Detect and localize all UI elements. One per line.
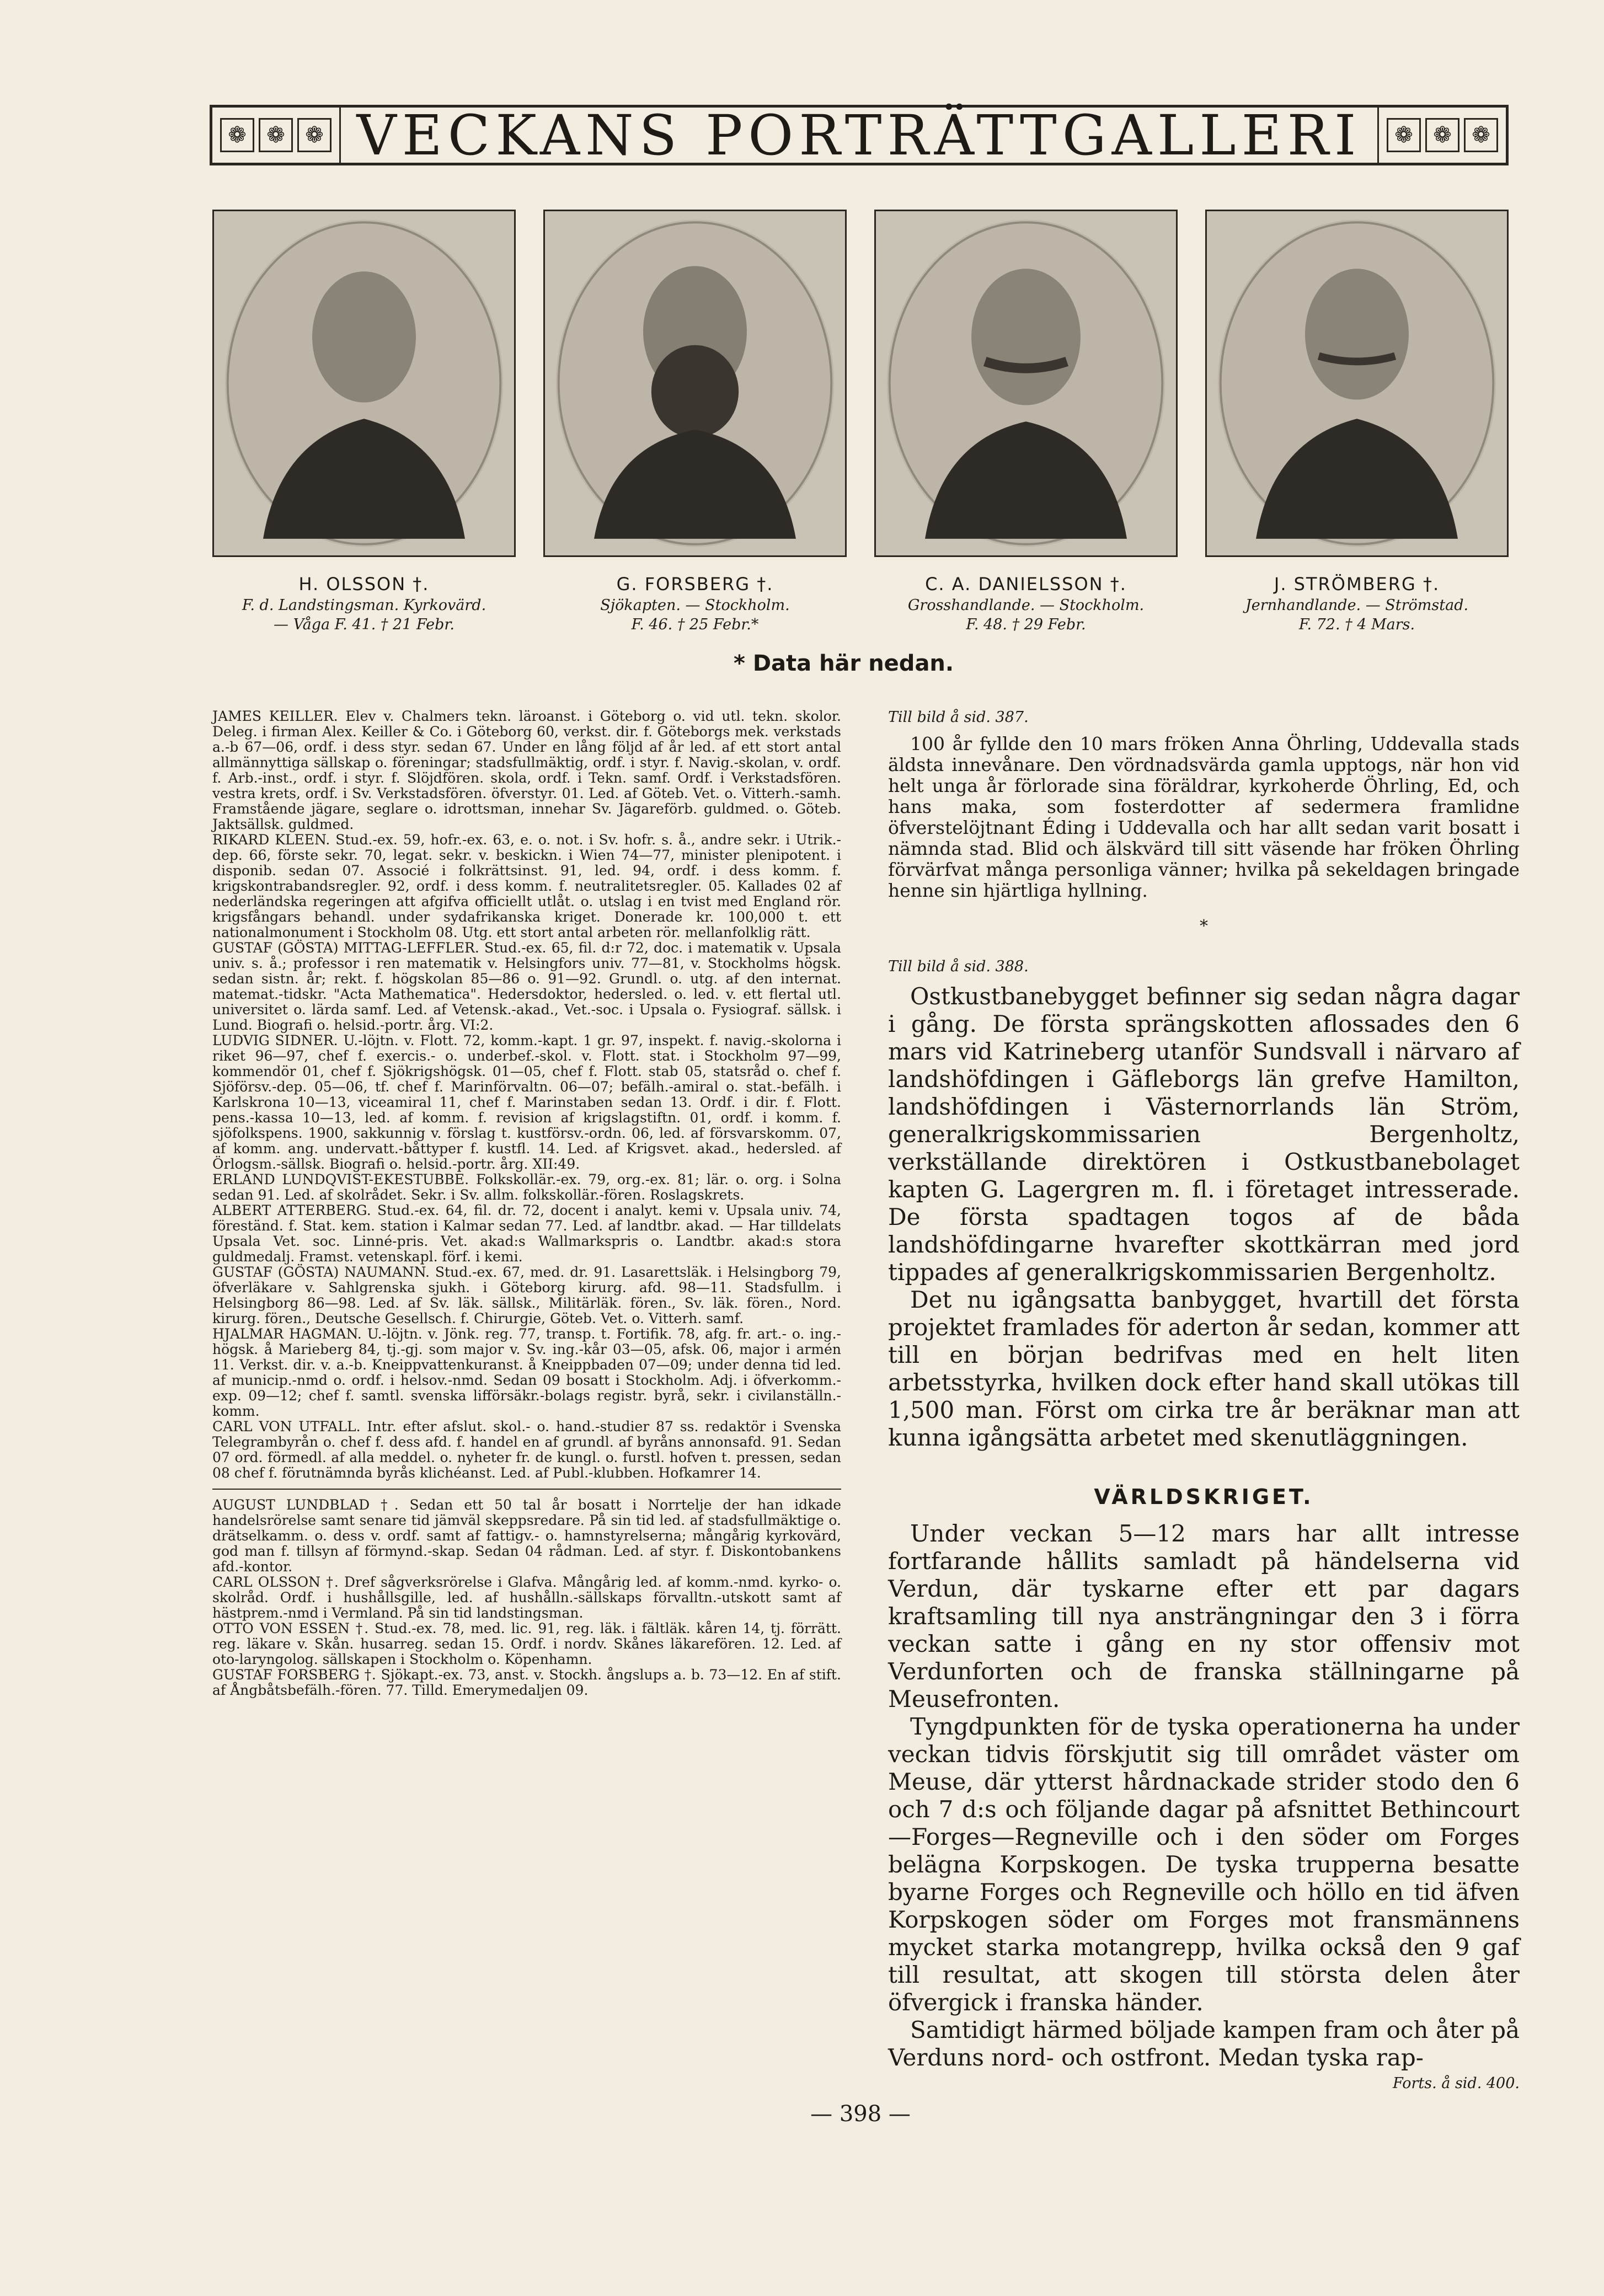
portrait-dates: F. 72. † 4 Mars. [1298,616,1415,633]
portrait-name: H. OLSSON †. [298,574,430,595]
biography-entry: LUDVIG SIDNER. U.-löjtn. v. Flott. 72, komm.-kapt. 1 gr. 97, inspekt. f. navig.-skolorna i riket 96—97, chef f. exercis.- o. underbef.-skol. v. Flott. stat. i Stockholm 97—99, kommendör 01, chef f. Sjökrigshögsk. 01—05, chef f. Flott. stab 05, statsråd o. chef f. Sjöförsv.-dep. 05—06, tf. chef f. Marinförvaltn. 06—07; befälh.-amiral o. stat.-befälh. i Karlskrona 10—13, viceamiral 11, chef f. Marinstaben sedan 13. Ordf. i dir. f. Flott. pens.-kassa 10—13, led. af komm. f. revision af krigslagstiftn. 01, ordf. i komm. f. sjöfolkspens. 1900, sakkunnig v. förslag t. kustförsv.-ordn. 06, led. af försvarskomm. 07, af komm. ang. undervatt.-båttyper f. kustfl. 14. Led. af Krigsvet. akad., hedersled. af Örlogsm.-sällsk. Biografi o. helsid.-portr. årg. XII:49. [212,1032,841,1172]
portrait-dates: F. 46. † 25 Febr.* [631,616,759,633]
flower-ornament-icon: ❁ [220,118,254,152]
article-paragraph: Samtidigt härmed böljade kampen fram och åter på Verduns nord- och ostfront. Medan tyska rap- [888,2016,1520,2071]
flower-ornament-icon: ❁ [1425,118,1459,152]
flower-ornament-icon: ❁ [1387,118,1421,152]
continued-note: Forts. å sid. 400. [1392,2075,1520,2092]
centenarian-notice: 100 år fyllde den 10 mars fröken Anna Öhrling, Uddevalla stads äldsta innevånare. Den vördnadsvärda gamla upptogs, när hon vid helt unga år förlorade sina föräldrar, kyrkoherde Öhrling, Ed, och hans maka, som fosterdotter af sedermera framlidne öfverstelöjtnant Éding i Uddevalla och har allt sedan varit bosatt i nämnda stad. Blid och älskvärd till sitt väsende har fröken Öhrling förvärfvat många personliga vänner; hvilka på sekeldagen bringade henne sin hjärtliga hyllning. [888,733,1520,901]
portrait-caption [1191,574,1522,633]
portrait-image [214,211,514,555]
image-reference: Till bild å sid. 388. [888,958,1029,975]
page-number: — 398 — [810,2101,911,2127]
news-column [888,709,1520,2092]
obituary-entry: AUGUST LUNDBLAD †. Sedan ett 50 tal år bosatt i Norrtelje der han idkade handelsrörelse samt senare tid jämväl skeppsredare. På sin tid led. af stadsfullmäktige o. drätselkamm. o. dess v. ordf. samt af fattigv.- o. hamnstyrelserna; mångårig kyrkovärd, god man f. tillsyn af förmynd.-skap. Sedan 04 rådman. Led. af styr. f. Diskontobankens afd.-kontor. [212,1497,841,1575]
portrait-dates: F. 48. † 29 Febr. [966,616,1086,633]
biography-entry: ALBERT ATTERBERG. Stud.-ex. 64, fil. dr. 72, docent i analyt. kemi v. Upsala univ. 74, föreständ. f. Stat. kem. station i Kalmar sedan 77. Led. af landtbr. akad. — Har tilldelats Upsala Vet. soc. Linné-pris. Vet. akad:s Wallmarkspris o. Landtbr. akad:s stora guldmedalj. Framst. vetenskapl. förf. i kemi. [212,1202,841,1265]
biography-entry: ERLAND LUNDQVIST-EKESTUBBE. Folkskollär.-ex. 79, org.-ex. 81; lär. o. org. i Solna sedan 91. Led. af skolrådet. Sekr. i Sv. allm. folkskollär.-fören. Roslagskrets. [212,1171,841,1203]
biography-column [212,709,841,1698]
left-ornaments [212,118,339,152]
portrait-title: F. d. Landstingsman. Kyrkovärd. [242,597,486,614]
portrait-image [1207,211,1507,555]
portrait-name: J. STRÖMBERG †. [1274,574,1440,595]
flower-ornament-icon: ❁ [259,118,293,152]
obituary-entry: OTTO VON ESSEN †. Stud.-ex. 78, med. lic. 91, reg. läk. i fältläk. kåren 14, tj. förrätt. reg. läkare v. Skån. husarreg. sedan 15. Ordf. i nordv. Skånes läkarefören. 12. Led. af oto-laryngolog. sällskapen i Stockholm o. Köpenhamn. [212,1620,841,1667]
right-ornaments [1379,118,1506,152]
portrait-name: G. FORSBERG †. [616,574,774,595]
portrait-caption [530,574,860,633]
flower-ornament-icon: ❁ [1464,118,1498,152]
biography-entry: HJALMAR HAGMAN. U.-löjtn. v. Jönk. reg. 77, transp. t. Fortifik. 78, afg. fr. art.- o. ing.-högsk. å Marieberg 84, tj.-gj. som major v. Sv. ing.-kår 03—05, afsk. 06, major i armén 11. Verkst. dir. v. a.-b. Kneippvattenkuranst. å Kneippbaden 07—09; under denna tid led. af municip.-nmd o. ordf. i helsov.-nmd. Sedan 09 bosatt i Stockholm. Adj. i öfverkomm.-exp. 09—12; chef f. samtl. svenska lifförsäkr.-bolags registr. byrå, sekr. i civilanställn.-komm. [212,1326,841,1419]
biography-entry: CARL VON UTFALL. Intr. efter afslut. skol.- o. hand.-studier 87 ss. redaktör i Svenska Telegrambyrån o. chef f. dess afd. f. handel en af grundl. af byråns annonsafd. 91. Sedan 07 ord. förmedl. af alla meddel. o. nyheter fr. de kungl. o. furstl. hofven t. pressen, sedan 08 chef f. förutnämnda byrås klichéanst. Led. af Publ.-klubben. Hofkamrer 14. [212,1419,841,1481]
biography-entry: RIKARD KLEEN. Stud.-ex. 59, hofr.-ex. 63, e. o. not. i Sv. hofr. s. å., andre sekr. i Utrik.-dep. 66, förste sekr. 70, legat. sekr. v. beskickn. i Wien 74—77, minister plenipotent. i disponib. sedan 07. Associé i folkrättsinst. 91, led. 94, ordf. i dess komm. f. krigskontrabandsregler. 92, ordf. i dess komm. f. neutralitetsregler. 05. Kallades 02 af nederländska regeringen att afgifva officiellt utlåt. o. utslag i en tvist med England rör. krigsfångars behandl. under sydafrikanska kriget. Donerade kr. 100,000 t. ett nationalmonument i Stockholm 08. Utg. ett stort antal arbeten rör. mellanfolklig rätt. [212,832,841,940]
biography-entry: JAMES KEILLER. Elev v. Chalmers tekn. läroanst. i Göteborg o. vid utl. tekn. skolor. Deleg. i firman Alex. Keiller & Co. i Göteborg 60, verkst. dir. f. Göteborgs mek. verkstads a.-b 67—06, ordf. i dess styr. sedan 67. Under en lång följd af år led. af ett stort antal allmännyttiga sällskap o. föreningar; stadsfullmäktig, ordf. i styr. f. Navig.-skolan, v. ordf. f. Arb.-inst., ordf. i styr. f. Slöjdfören. skola, ordf. i Tekn. samf. Ordf. i Verkstadsfören. vestra krets, ordf. i Sv. Verkstadsfören. öfverstyr. 01. Led. af Göteb. Vet. o. Vitterh.-samh. Framstående jägare, seglare o. idrottsman, innehar Sv. Jägareförb. guldmed. o. Göteb. Jaktsällsk. guldmed. [212,708,841,832]
portrait-image [545,211,845,555]
portrait-photo-forsberg [543,210,847,557]
article-paragraph: Ostkustbanebygget befinner sig sedan några dagar i gång. De första sprängskotten aflossades den 6 mars vid Katrineberg utanför Sundsvall i närvaro af landshöfdingen i Gäfleborgs län grefve Hamilton, landshöfdingen i Västernorrlands län Ström, generalkrigskommissarien Bergenholtz, verkställande direktören i Ostkustbanebolaget kapten G. Lagergren m. fl. i företaget intresserade. De första spadtagen togos af de båda landshöfdingarne hvarefter skottkärran med jord tippades af generalkrigskommissarien Bergenholtz. [888,983,1520,1286]
biography-entry: GUSTAF (GÖSTA) MITTAG-LEFFLER. Stud.-ex. 65, fil. d:r 72, doc. i matematik v. Upsala univ. s. å.; professor i ren matematik v. Helsingfors univ. 77—81, v. Stockholms högsk. sedan sistn. år; rekt. f. högskolan 85—86 o. 91—92. Grundl. o. utg. af den internat. matemat.-tidskr. "Acta Mathematica". Hedersdoktor, hedersled. o. led. v. ett flertal utl. universitet o. lärda samf. Led. af Vetensk.-akad., Vet.-soc. i Upsala o. Fysiograf. sällsk. i Lund. Biografi o. helsid.-portr. årg. VI:2. [212,940,841,1033]
obituary-entry: CARL OLSSON †. Dref sågverksrörelse i Glafva. Mångårig led. af komm.-nmd. kyrko- o. skolråd. Ordf. i hushållsgille, led. af hushålln.-sällskaps förvalltn.-utskott samt af hästprem.-nmd i Vermland. På sin tid landstingsman. [212,1574,841,1621]
portrait-photo-olsson [212,210,516,557]
portrait-title: Sjökapten. — Stockholm. [600,597,790,614]
portrait-title: Jernhandlande. — Strömstad. [1245,597,1469,614]
portrait-photo-danielsson [874,210,1178,557]
portrait-caption [199,574,530,633]
data-note: * Data här nedan. [734,651,954,676]
portrait-dates: — Våga F. 41. † 21 Febr. [274,616,455,633]
image-reference: Till bild å sid. 387. [888,709,1029,726]
portrait-title: Grosshandlande. — Stockholm. [907,597,1145,614]
section-star: * [1200,917,1208,936]
divider [212,1489,841,1490]
portrait-name: C. A. DANIELSSON †. [925,574,1127,595]
portrait-image [876,211,1176,555]
article-paragraph: Tyngdpunkten för de tyska operationerna ha under veckan tidvis förskjutit sig till området väster om Meuse, där ytterst hårdnackade strider stodo den 6 och 7 d:s och följande dagar på afsnittet Bethincourt—Forges—Regneville och i den söder om Forges belägna Korpskogen. De tyska trupperna besatte byarne Forges och Regneville och höllo en tid äfven Korpskogen söder om Forges mot fransmännens mycket starka motangrepp, hvilka också den 9 gaf till resultat, att skogen till största delen åter öfvergick i franska händer. [888,1713,1520,2016]
page-title: VECKANS PORTRÄTTGALLERI [339,108,1379,163]
article-paragraph: Under veckan 5—12 mars har allt intresse fortfarande hållits samladt på händelserna vid Verdun, där tyskarne efter ett par dagars kraftsamling till nya ansträngningar den 3 i förra veckan satte i gång en ny stor offensiv mot Verdunforten och de franska ställningarne på Meusefronten. [888,1520,1520,1712]
article-paragraph: Det nu igångsatta banbygget, hvartill det första projektet framlades för aderton år sedan, kommer att till en början bedrifvas med en helt liten arbetsstyrka, hvilken dock efter hand skall utökas till 1,500 man. Först om cirka tre år beräknar man att kunna igångsätta arbetet med skenutläggningen. [888,1286,1520,1451]
title-banner [210,103,1509,168]
portrait-caption [860,574,1191,633]
portrait-photo-stromberg [1205,210,1509,557]
biography-entry: GUSTAF (GÖSTA) NAUMANN. Stud.-ex. 67, med. dr. 91. Lasarettsläk. i Helsingborg 79, öfverläkare v. Sahlgrenska sjukh. i Göteborg kirurg. afd. 98—11. Stadsfullm. i Helsingborg 86—98. Led. af Sv. läk. sällsk., Militärläk. fören., Sv. läk. fören., Nord. kirurg. fören., Deutsche Gesellsch. f. Chirurgie, Göteb. Vet. o. Vitterh. samf. [212,1264,841,1326]
section-heading: VÄRLDSKRIGET. [1094,1485,1314,1509]
flower-ornament-icon: ❁ [297,118,332,152]
obituary-entry: GUSTAF FORSBERG †. Sjökapt.-ex. 73, anst. v. Stockh. ångslups a. b. 73—12. En af stift. af Ångbåtsbefälh.-fören. 77. Tilld. Emerymedaljen 09. [212,1667,841,1698]
